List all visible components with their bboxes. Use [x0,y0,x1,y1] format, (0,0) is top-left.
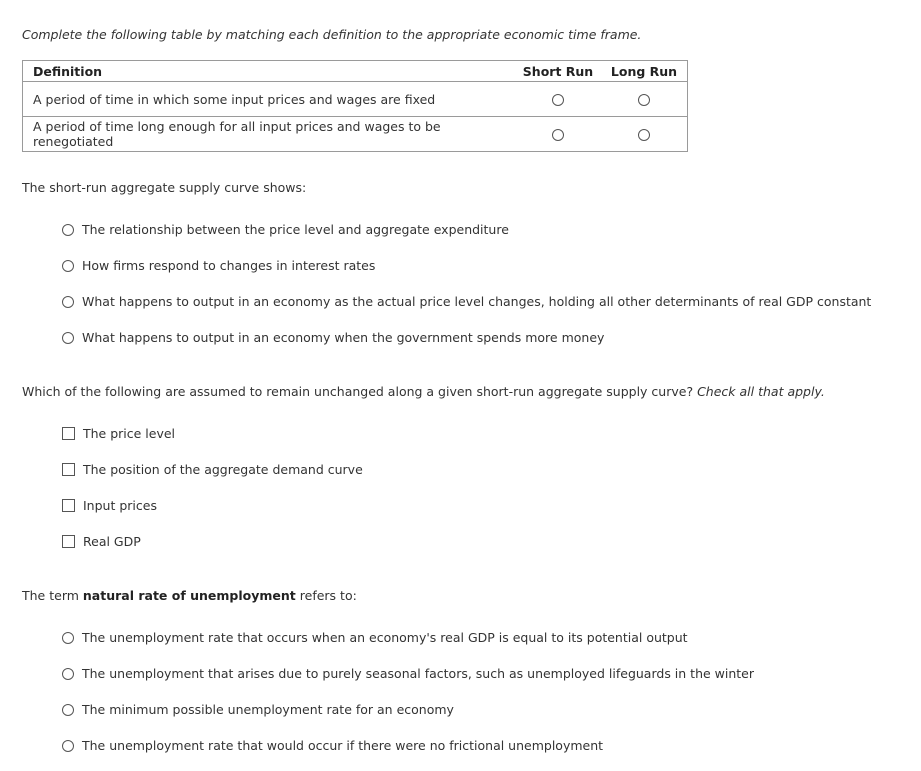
q1-option-radio[interactable] [62,260,74,272]
q3-prompt-term: natural rate of unemployment [82,588,296,603]
table-header-row [23,61,688,82]
definition-text: A period of time in which some input prices and wages are fixed [23,82,516,117]
row1-short-run-radio[interactable] [552,94,564,106]
q2-option-checkbox[interactable] [62,427,75,440]
q1-option-radio[interactable] [62,224,74,236]
q3-option-label: The unemployment rate that occurs when an economy's real GDP is equal to its potential output [82,630,688,645]
q2-option[interactable] [62,462,363,477]
q1-option-label: The relationship between the price level and aggregate expenditure [82,222,509,237]
q3-option-radio[interactable] [62,740,74,752]
q2-option-checkbox[interactable] [62,535,75,548]
q1-option[interactable] [62,258,375,273]
row1-long-run-radio[interactable] [638,94,650,106]
q3-option-radio[interactable] [62,668,74,680]
q2-option-label: Input prices [83,498,157,513]
q2-option[interactable] [62,534,141,549]
matching-table [22,60,688,152]
q1-option-label: What happens to output in an economy as the actual price level changes, holding all other determinants of real GDP constant [82,294,872,309]
q3-option[interactable] [62,630,688,645]
q3-option[interactable] [62,738,603,753]
row2-long-run-radio[interactable] [638,129,650,141]
q1-option[interactable] [62,294,871,309]
q1-option-radio[interactable] [62,332,74,344]
definition-text: A period of time long enough for all input prices and wages to be renegotiated [33,119,441,149]
header-definition: Definition [23,61,516,82]
row2-short-run-radio[interactable] [552,129,564,141]
q3-prompt-line [22,588,357,603]
q1-option-label: What happens to output in an economy when the government spends more money [82,330,605,345]
q3-prompt-pre: The term [22,588,79,603]
q2-option[interactable] [62,498,157,513]
q1-option-radio[interactable] [62,296,74,308]
q2-option-checkbox[interactable] [62,499,75,512]
header-short-run: Short Run [515,61,601,82]
q3-option-radio[interactable] [62,704,74,716]
q1-option[interactable] [62,330,604,345]
q2-option-label: Real GDP [83,534,141,549]
q2-option-checkbox[interactable] [62,463,75,476]
q1-option-label: How firms respond to changes in interest rates [82,258,376,273]
table-row [23,82,688,117]
q3-option[interactable] [62,666,754,681]
instructions-text: Complete the following table by matching each definition to the appropriate economic time frame. [22,27,642,42]
q3-option-label: The unemployment that arises due to purely seasonal factors, such as unemployed lifeguards in the winter [82,666,755,681]
q2-prompt-line [22,384,825,399]
q3-option-label: The minimum possible unemployment rate for an economy [82,702,454,717]
q1-option[interactable] [62,222,509,237]
q2-option-label: The price level [83,426,176,441]
header-long-run: Long Run [601,61,688,82]
q3-option[interactable] [62,702,454,717]
q2-option[interactable] [62,426,175,441]
q3-option-radio[interactable] [62,632,74,644]
q2-hint: Check all that apply. [697,384,825,399]
q2-option-label: The position of the aggregate demand curve [83,462,363,477]
q2-prompt: Which of the following are assumed to remain unchanged along a given short-run aggregate supply curve? [22,384,694,399]
table-row [23,117,688,152]
q3-option-label: The unemployment rate that would occur if there were no frictional unemployment [82,738,604,753]
q3-prompt-post: refers to: [299,588,357,603]
q1-prompt: The short-run aggregate supply curve shows: [22,180,307,195]
